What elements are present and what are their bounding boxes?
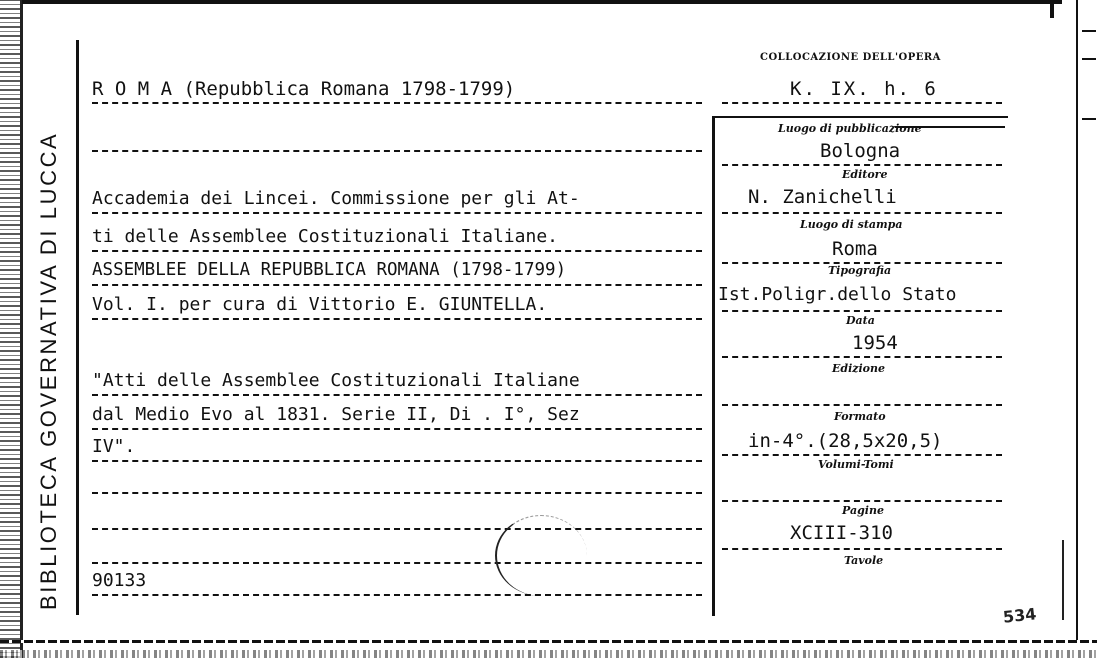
rule-line bbox=[92, 594, 702, 596]
rule-line bbox=[92, 250, 702, 252]
edge-mark bbox=[1082, 30, 1096, 32]
series-line: dal Medio Evo al 1831. Serie II, Di . I°, Sez bbox=[92, 404, 580, 425]
volumes-label: Volumi-Tomi bbox=[818, 458, 894, 471]
rule-line bbox=[722, 404, 1002, 406]
card-edge-bottom-noise bbox=[0, 650, 1097, 658]
library-name: BIBLIOTECA GOVERNATIVA DI LUCCA bbox=[36, 131, 61, 610]
publisher-label: Editore bbox=[842, 168, 888, 181]
rule-line bbox=[722, 212, 1002, 214]
format-value: in-4°.(28,5x20,5) bbox=[748, 430, 943, 452]
collocazione-label: COLLOCAZIONE DELL'OPERA bbox=[760, 52, 941, 63]
edge-mark bbox=[1082, 58, 1096, 60]
pencil-annotation: 534 bbox=[1002, 604, 1038, 627]
printer-label: Tipografia bbox=[828, 264, 892, 277]
print-place-value: Roma bbox=[832, 238, 878, 260]
pencil-mark bbox=[1062, 540, 1064, 620]
place-label: Luogo di pubblicazione bbox=[778, 122, 922, 135]
card-edge-top-tick bbox=[1050, 0, 1054, 18]
printer-value: Ist.Poligr.dello Stato bbox=[718, 284, 957, 305]
details-box-border bbox=[712, 118, 715, 616]
pages-label: Pagine bbox=[842, 504, 884, 517]
rule-line bbox=[92, 150, 702, 152]
shelfmark: K. IX. h. 6 bbox=[790, 78, 938, 100]
print-place-label: Luogo di stampa bbox=[800, 218, 903, 231]
pages-value: XCIII-310 bbox=[790, 522, 893, 544]
rule-line bbox=[92, 102, 702, 104]
body-line: Vol. I. per cura di Vittorio E. GIUNTELLA. bbox=[92, 294, 548, 315]
date-label: Data bbox=[846, 314, 875, 327]
card-edge-top bbox=[22, 0, 1062, 4]
format-label: Formato bbox=[834, 410, 886, 423]
rule-line bbox=[92, 492, 702, 494]
rule-line bbox=[92, 212, 702, 214]
body-line: Accademia dei Lincei. Commissione per gli At- bbox=[92, 188, 580, 209]
place-value: Bologna bbox=[820, 140, 901, 162]
entry-heading: R O M A (Repubblica Romana 1798-1799) bbox=[92, 78, 516, 100]
date-value: 1954 bbox=[852, 332, 898, 354]
details-box-top bbox=[712, 116, 1008, 118]
rule-line bbox=[722, 310, 1002, 312]
plates-label: Tavole bbox=[844, 554, 884, 567]
card-edge-right bbox=[1076, 0, 1078, 640]
card-edge-left bbox=[0, 0, 20, 658]
rule-line bbox=[722, 164, 1002, 166]
series-line: "Atti delle Assemblee Costituzionali Italiane bbox=[92, 370, 580, 391]
rule-line bbox=[722, 356, 1002, 358]
body-line: ASSEMBLEE DELLA REPUBBLICA ROMANA (1798-1799) bbox=[92, 260, 567, 280]
rule-line bbox=[722, 454, 1002, 456]
faint-stamp bbox=[495, 515, 587, 596]
edge-mark bbox=[1082, 118, 1096, 120]
card-edge-left-line bbox=[20, 0, 23, 658]
rule-line bbox=[92, 460, 702, 462]
body-line: ti delle Assemblee Costituzionali Italiane. bbox=[92, 226, 558, 247]
rule-line bbox=[92, 318, 702, 320]
rule-line bbox=[92, 428, 702, 430]
rule-line bbox=[92, 394, 702, 396]
rule-line bbox=[92, 528, 702, 530]
card-edge-bottom bbox=[0, 640, 1097, 643]
rule-line bbox=[92, 284, 702, 286]
rule-line bbox=[722, 102, 1002, 104]
inventory-number: 90133 bbox=[92, 570, 147, 591]
rule-line bbox=[722, 500, 1002, 502]
edition-label: Edizione bbox=[832, 362, 886, 375]
margin-rule bbox=[76, 40, 79, 615]
rule-line bbox=[722, 548, 1002, 550]
rule-line bbox=[92, 562, 702, 564]
series-line: IV". bbox=[92, 436, 136, 457]
publisher-value: N. Zanichelli bbox=[748, 186, 897, 208]
